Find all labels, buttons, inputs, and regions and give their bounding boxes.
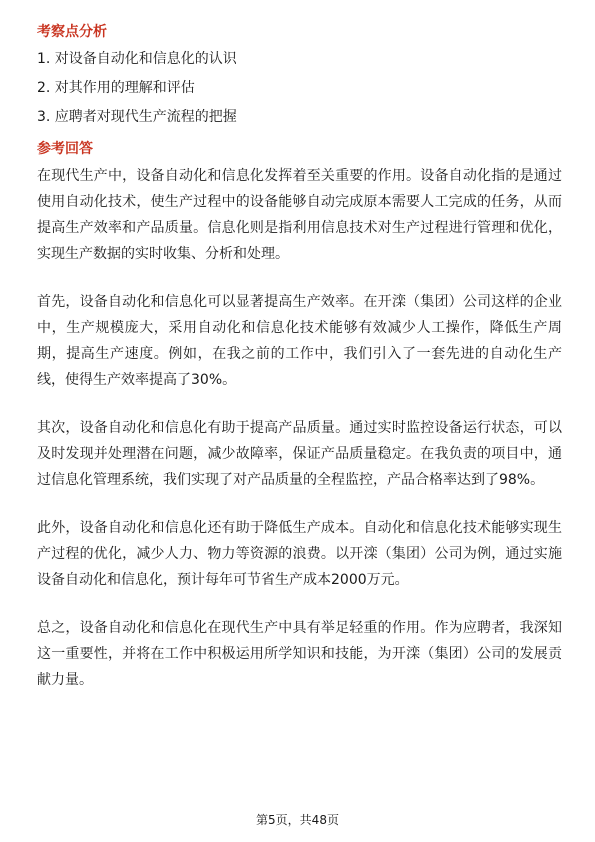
analysis-item-2: 2. 对其作用的理解和评估 <box>37 80 195 96</box>
analysis-item-3: 3. 应聘者对现代生产流程的把握 <box>37 109 237 125</box>
answer-paragraph-1: 在现代生产中，设备自动化和信息化发挥着至关重要的作用。设备自动化指的是通过使用自动化技术，使生产过程中的设备能够自动完成原本需要人工完成的任务，从而提高生产效率和产品质量。信息化则是指利用信息技术对生产过程进行管理和优化，实现生产数据的实时收集、分析和处理。 <box>37 168 562 262</box>
answer-paragraph-4: 此外，设备自动化和信息化还有助于降低生产成本。自动化和信息化技术能够实现生产过程的优化，减少人力、物力等资源的浪费。以开滦（集团）公司为例，通过实施设备自动化和信息化，预计每年可节省生产成本2000万元。 <box>37 520 562 588</box>
document-page <box>37 22 562 693</box>
answer-paragraph-3: 其次，设备自动化和信息化有助于提高产品质量。通过实时监控设备运行状态，可以及时发现并处理潜在问题，减少故障率，保证产品质量稳定。在我负责的项目中，通过信息化管理系统，我们实现了对产品质量的全程监控，产品合格率达到了98%。 <box>37 420 562 488</box>
answer-heading: 参考回答 <box>37 141 93 157</box>
analysis-list <box>37 50 562 127</box>
answer-body <box>37 163 562 693</box>
analysis-heading: 考察点分析 <box>37 24 107 40</box>
analysis-item-1: 1. 对设备自动化和信息化的认识 <box>37 51 237 67</box>
answer-paragraph-5: 总之，设备自动化和信息化在现代生产中具有举足轻重的作用。作为应聘者，我深知这一重要性，并将在工作中积极运用所学知识和技能，为开滦（集团）公司的发展贡献力量。 <box>37 620 562 688</box>
page-footer: 第5页，共48页 <box>256 813 339 827</box>
answer-paragraph-2: 首先，设备自动化和信息化可以显著提高生产效率。在开滦（集团）公司这样的企业中，生产规模庞大，采用自动化和信息化技术能够有效减少人工操作，降低生产周期，提高生产速度。例如，在我之前的工作中，我们引入了一套先进的自动化生产线，使得生产效率提高了30%。 <box>37 294 562 388</box>
